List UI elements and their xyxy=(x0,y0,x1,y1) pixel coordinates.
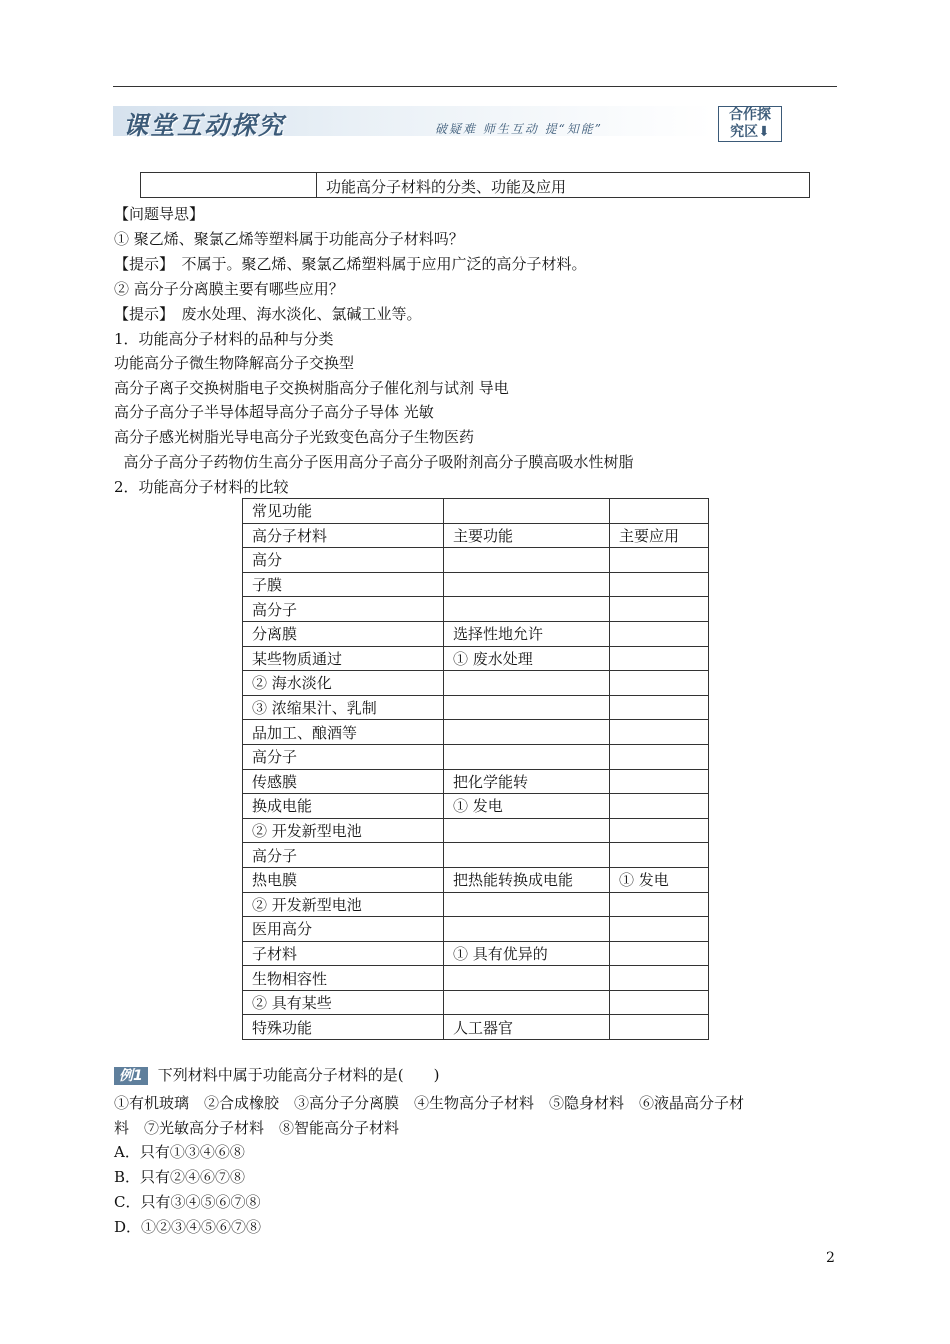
hint-1: 【提示】 不属于。聚乙烯、聚氯乙烯塑料属于应用广泛的高分子材料。 xyxy=(114,255,587,273)
table-row xyxy=(243,892,709,917)
section-title: 【问题导思】 xyxy=(114,205,205,223)
table-row xyxy=(243,917,709,942)
table-cell xyxy=(610,621,709,646)
table-cell: 高分子 xyxy=(243,597,444,622)
choice-a: A．只有①③④⑥⑧ xyxy=(114,1143,245,1161)
table-cell xyxy=(444,892,610,917)
table-cell xyxy=(444,671,610,696)
table-cell: 分离膜 xyxy=(243,621,444,646)
question-2: ② 高分子分离膜主要有哪些应用？ xyxy=(114,280,344,298)
table-row xyxy=(243,1015,709,1040)
topic-box xyxy=(140,172,810,198)
table-cell: ① 发电 xyxy=(444,794,610,819)
example-badge: 例1 xyxy=(114,1067,148,1085)
classification-line: 高分子高分子药物仿生高分子医用高分子高分子吸附剂高分子膜高吸水性树脂 xyxy=(114,453,634,471)
table-cell: ③ 浓缩果汁、乳制 xyxy=(243,695,444,720)
table-row xyxy=(243,671,709,696)
table-cell xyxy=(610,966,709,991)
table-cell: 热电膜 xyxy=(243,867,444,892)
choice-d: D．①②③④⑤⑥⑦⑧ xyxy=(114,1218,262,1236)
table-cell: ② 开发新型电池 xyxy=(243,892,444,917)
table-row xyxy=(243,646,709,671)
table-cell: 子膜 xyxy=(243,572,444,597)
table-row xyxy=(243,794,709,819)
table-cell xyxy=(610,843,709,868)
table-cell xyxy=(610,892,709,917)
table-cell xyxy=(610,769,709,794)
banner-title: 课堂互动探究 xyxy=(123,111,286,140)
topic-title: 功能高分子材料的分类、功能及应用 xyxy=(326,178,567,196)
table-cell: 把热能转换成电能 xyxy=(444,867,610,892)
table-cell: 换成电能 xyxy=(243,794,444,819)
table-row xyxy=(243,941,709,966)
table-cell: 某些物质通过 xyxy=(243,646,444,671)
table-cell xyxy=(610,794,709,819)
table-cell xyxy=(610,671,709,696)
table-row xyxy=(243,499,709,524)
table-row xyxy=(243,695,709,720)
table-cell: 特殊功能 xyxy=(243,1015,444,1040)
heading-classification: 1．功能高分子材料的品种与分类 xyxy=(114,330,334,348)
table-cell xyxy=(610,990,709,1015)
table-row xyxy=(243,867,709,892)
table-row xyxy=(243,966,709,991)
table-cell: 子材料 xyxy=(243,941,444,966)
table-row xyxy=(243,572,709,597)
table-row xyxy=(243,769,709,794)
classification-line: 高分子感光树脂光导电高分子光致变色高分子生物医药 xyxy=(114,428,475,446)
table-cell: 人工器官 xyxy=(444,1015,610,1040)
table-cell: 主要应用 xyxy=(610,523,709,548)
banner-subtitle: 破疑难 师生互动 提“知能” xyxy=(435,122,603,136)
example-options: 料 ⑦光敏高分子材料 ⑧智能高分子材料 xyxy=(114,1119,400,1137)
table-row xyxy=(243,843,709,868)
table-cell: 选择性地允许 xyxy=(444,621,610,646)
table-cell xyxy=(610,646,709,671)
table-cell xyxy=(444,499,610,524)
table-cell xyxy=(610,818,709,843)
table-row xyxy=(243,990,709,1015)
table-cell: 生物相容性 xyxy=(243,966,444,991)
table-cell: ② 开发新型电池 xyxy=(243,818,444,843)
header-rule xyxy=(113,86,837,87)
table-cell: ① 发电 xyxy=(610,867,709,892)
table-row xyxy=(243,548,709,573)
table-cell: 高分子 xyxy=(243,843,444,868)
table-cell xyxy=(610,917,709,942)
table-cell: ① 废水处理 xyxy=(444,646,610,671)
choice-b: B．只有②④⑥⑦⑧ xyxy=(114,1168,246,1186)
table-row xyxy=(243,597,709,622)
table-cell: ① 具有优异的 xyxy=(444,941,610,966)
table-cell xyxy=(444,966,610,991)
table-cell xyxy=(444,720,610,745)
table-cell xyxy=(610,695,709,720)
table-cell xyxy=(444,572,610,597)
table-cell: 把化学能转 xyxy=(444,769,610,794)
section-banner xyxy=(113,100,785,146)
question-1: ① 聚乙烯、聚氯乙烯等塑料属于功能高分子材料吗？ xyxy=(114,230,464,248)
table-cell xyxy=(444,597,610,622)
example-options: ①有机玻璃 ②合成橡胶 ③高分子分离膜 ④生物高分子材料 ⑤隐身材料 ⑥液晶高分子材 xyxy=(114,1094,745,1112)
table-cell: ② 具有某些 xyxy=(243,990,444,1015)
hint-2: 【提示】 废水处理、海水淡化、氯碱工业等。 xyxy=(114,305,422,323)
table-cell xyxy=(444,744,610,769)
table-cell xyxy=(444,843,610,868)
table-cell: 主要功能 xyxy=(444,523,610,548)
example-question-text: 下列材料中属于功能高分子材料的是( ) xyxy=(157,1066,440,1084)
table-cell xyxy=(610,720,709,745)
table-cell: 高分子 xyxy=(243,744,444,769)
table-cell: 品加工、酿酒等 xyxy=(243,720,444,745)
table-cell xyxy=(610,1015,709,1040)
table-cell: 高分子材料 xyxy=(243,523,444,548)
table-row xyxy=(243,744,709,769)
table-row xyxy=(243,720,709,745)
table-row xyxy=(243,523,709,548)
banner-badge-line1: 合作探 xyxy=(729,107,771,123)
classification-line: 高分子高分子半导体超导高分子高分子导体 光敏 xyxy=(114,403,434,421)
page-number: 2 xyxy=(826,1250,835,1266)
table-cell xyxy=(610,744,709,769)
table-cell: ② 海水淡化 xyxy=(243,671,444,696)
banner-badge xyxy=(718,106,782,142)
example-question xyxy=(114,1064,439,1085)
comparison-table xyxy=(242,498,709,1040)
table-cell xyxy=(444,695,610,720)
classification-line: 高分子离子交换树脂电子交换树脂高分子催化剂与试剂 导电 xyxy=(114,379,509,397)
table-cell: 医用高分 xyxy=(243,917,444,942)
table-cell xyxy=(444,548,610,573)
classification-line: 功能高分子微生物降解高分子交换型 xyxy=(114,354,355,372)
table-cell: 高分 xyxy=(243,548,444,573)
banner-badge-line2: 究区⬇ xyxy=(730,124,770,140)
table-cell xyxy=(610,941,709,966)
table-cell xyxy=(610,597,709,622)
table-row xyxy=(243,818,709,843)
table-cell: 常见功能 xyxy=(243,499,444,524)
table-cell: 传感膜 xyxy=(243,769,444,794)
topic-box-divider xyxy=(316,173,317,197)
table-cell xyxy=(610,499,709,524)
table-cell xyxy=(610,572,709,597)
table-cell xyxy=(610,548,709,573)
table-row xyxy=(243,621,709,646)
table-cell xyxy=(444,990,610,1015)
heading-comparison: 2．功能高分子材料的比较 xyxy=(114,478,289,496)
table-cell xyxy=(444,818,610,843)
table-cell xyxy=(444,917,610,942)
choice-c: C．只有③④⑤⑥⑦⑧ xyxy=(114,1193,261,1211)
